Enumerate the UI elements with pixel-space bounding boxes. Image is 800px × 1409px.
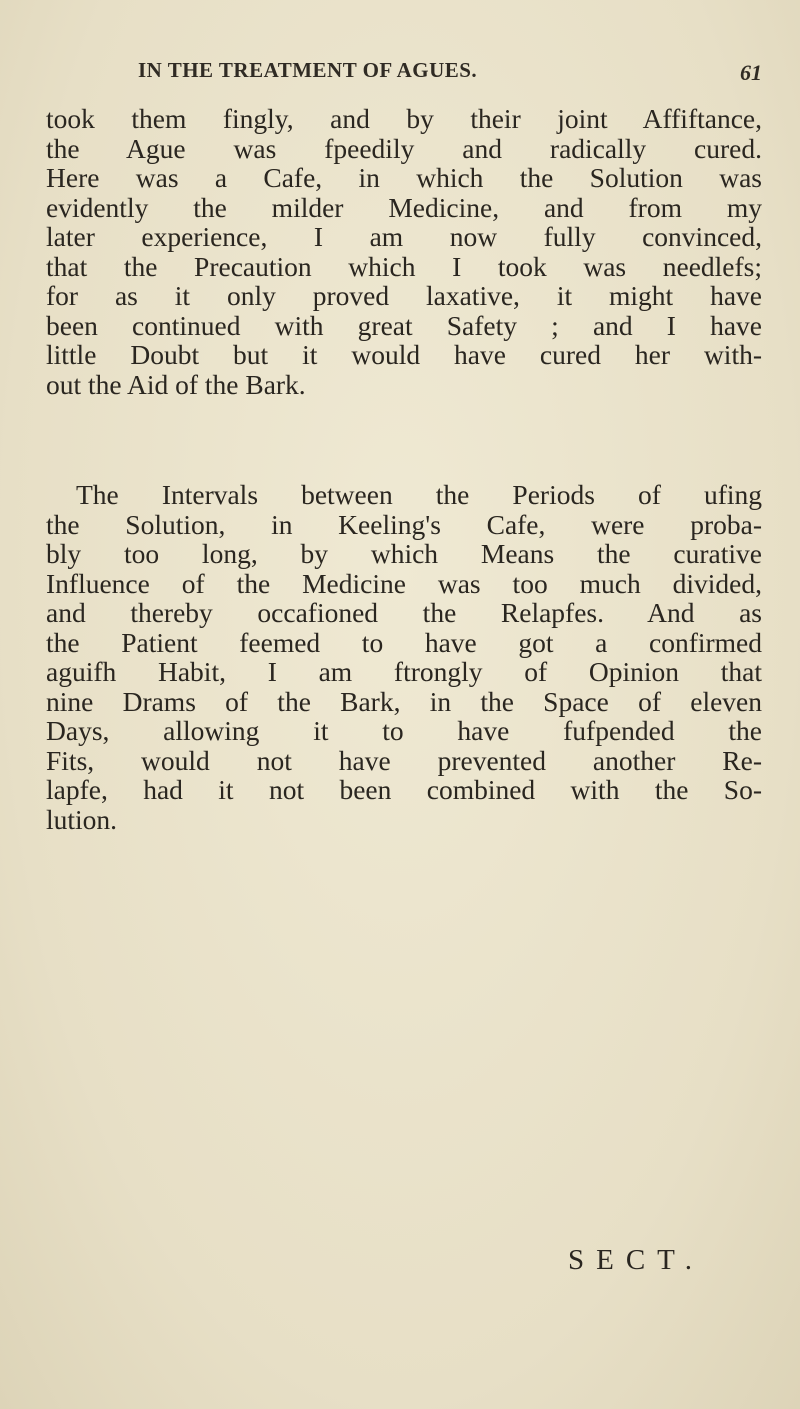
text-line: the Patient feemed to have got a confirmed xyxy=(46,626,762,658)
text-line: The Intervals between the Periods of ufing xyxy=(76,479,762,510)
text-line: Fits, would not have prevented another Re- xyxy=(46,744,762,776)
text-line: evidently the milder Medicine, and from my xyxy=(46,191,762,223)
text-line: lapfe, had it not been combined with the So- xyxy=(46,774,762,805)
text-line: bly too long, by which Means the curative xyxy=(46,538,762,569)
text-line: out the Aid of the Bark. xyxy=(46,368,306,400)
text-line: the Ague was fpeedily and radically cured. xyxy=(46,132,762,164)
text-line: Days, allowing it to have fufpended the xyxy=(46,715,762,746)
text-line: took them fingly, and by their joint Affiftance, xyxy=(46,103,762,134)
paragraph-2 xyxy=(46,480,762,834)
text-line: the Solution, in Keeling's Cafe, were proba- xyxy=(46,508,762,540)
text-line: been continued with great Safety ; and I have xyxy=(46,309,762,341)
text-line: aguifh Habit, I am ftrongly of Opinion that xyxy=(46,656,762,687)
catchword: SECT. xyxy=(568,1244,704,1276)
text-line: and thereby occafioned the Relapfes. And as xyxy=(46,597,762,628)
text-line: lution. xyxy=(46,803,118,835)
text-line: for as it only proved laxative, it might have xyxy=(46,280,762,311)
text-line: nine Drams of the Bark, in the Space of eleven xyxy=(46,685,762,717)
text-line: later experience, I am now fully convinced, xyxy=(46,221,762,252)
paragraph-1 xyxy=(46,104,762,399)
page-number: 61 xyxy=(740,60,762,85)
text-line: little Doubt but it would have cured her with- xyxy=(46,339,762,370)
text-line: that the Precaution which I took was needlefs; xyxy=(46,250,762,282)
text-line: Influence of the Medicine was too much divided, xyxy=(46,567,762,599)
running-head: IN THE TREATMENT OF AGUES. xyxy=(138,58,478,82)
text-line: Here was a Cafe, in which the Solution was xyxy=(46,162,762,193)
